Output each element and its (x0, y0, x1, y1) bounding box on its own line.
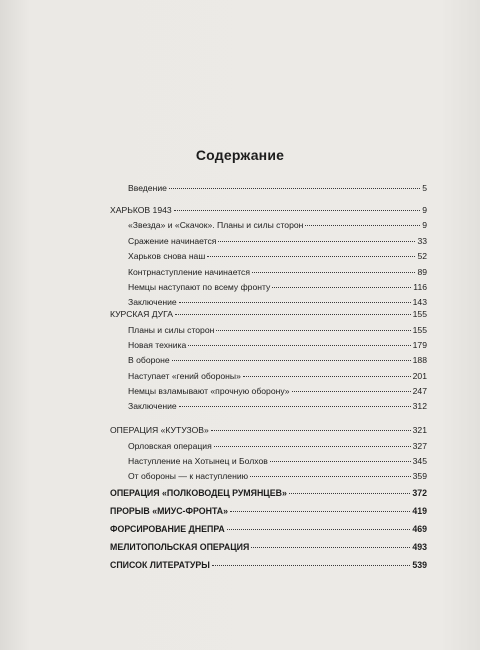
toc-entry-label: Наступает «гений обороны» (128, 371, 241, 381)
toc-entry (110, 524, 427, 535)
toc-entry (128, 456, 427, 467)
toc-entry-label: Новая техника (128, 340, 187, 350)
dot-leader (289, 493, 410, 494)
toc-entry-page-number: 321 (412, 425, 427, 435)
toc-entry (110, 560, 427, 571)
toc-entry-page-number: 188 (412, 355, 427, 365)
toc-entry-label: ОПЕРАЦИЯ «КУТУЗОВ» (110, 425, 209, 435)
dot-leader (207, 256, 415, 257)
toc-entry-label: ПРОРЫВ «МИУС-ФРОНТА» (110, 506, 229, 516)
toc-entry-label: КУРСКАЯ ДУГА (110, 309, 173, 319)
dot-leader (218, 241, 415, 242)
dot-leader (216, 330, 410, 331)
toc-entry (128, 441, 427, 452)
toc-entry-page-number: 359 (412, 471, 427, 481)
toc-entry-label: В обороне (128, 355, 170, 365)
toc-entry-label: Немцы взламывают «прочную оборону» (128, 386, 290, 396)
dot-leader (211, 430, 411, 431)
toc-entry-page-number: 247 (412, 386, 427, 396)
dot-leader (252, 272, 415, 273)
toc-entry (110, 309, 427, 320)
toc-entry-label: ОПЕРАЦИЯ «ПОЛКОВОДЕЦ РУМЯНЦЕВ» (110, 488, 287, 498)
dot-leader (214, 446, 411, 447)
toc-entry-label: «Звезда» и «Скачок». Планы и силы сторон (128, 220, 304, 230)
toc-entry-label: Наступление на Хотынец и Болхов (128, 456, 268, 466)
toc-entry-page-number: 5 (422, 183, 427, 193)
toc-entry-page-number: 9 (422, 220, 427, 230)
dot-leader (172, 360, 411, 361)
toc-entry-label: От обороны — к наступлению (128, 471, 249, 481)
dot-leader (174, 210, 421, 211)
dot-leader (212, 565, 410, 566)
toc-entry (110, 542, 427, 553)
dot-leader (179, 406, 411, 407)
toc-entry-page-number: 469 (412, 524, 427, 534)
toc-entry-page-number: 201 (412, 371, 427, 381)
toc-entry (128, 183, 427, 194)
dot-leader (250, 476, 411, 477)
dot-leader (230, 511, 410, 512)
toc-entry-page-number: 312 (412, 401, 427, 411)
toc-entry-page-number: 493 (412, 542, 427, 552)
toc-entry-page-number: 155 (412, 309, 427, 319)
toc-entry-page-number: 143 (412, 297, 427, 307)
toc-entry-label: Заключение (128, 297, 177, 307)
toc-entry-label: Орловская операция (128, 441, 212, 451)
toc-entry (128, 371, 427, 382)
dot-leader (270, 461, 411, 462)
toc-entry (128, 325, 427, 336)
toc-entry (128, 297, 427, 308)
toc-entry-label: ХАРЬКОВ 1943 (110, 205, 172, 215)
toc-entry-label: СПИСОК ЛИТЕРАТУРЫ (110, 560, 210, 570)
dot-leader (272, 287, 411, 288)
toc-entry (110, 488, 427, 499)
toc-entry (110, 506, 427, 517)
toc-entry-page-number: 52 (417, 251, 427, 261)
toc-entry (110, 425, 427, 436)
toc-entry (128, 355, 427, 366)
toc-entry (128, 282, 427, 293)
toc-entry-page-number: 9 (422, 205, 427, 215)
dot-leader (251, 547, 410, 548)
dot-leader (292, 391, 411, 392)
toc-entry (128, 236, 427, 247)
toc-entry-page-number: 155 (412, 325, 427, 335)
dot-leader (243, 376, 411, 377)
toc-entry-label: Харьков снова наш (128, 251, 206, 261)
dot-leader (175, 314, 411, 315)
toc-entry-label: Контрнаступление начинается (128, 267, 250, 277)
dot-leader (305, 225, 420, 226)
toc-entry (128, 267, 427, 278)
toc-entry-label: Немцы наступают по всему фронту (128, 282, 271, 292)
toc-entry (128, 251, 427, 262)
toc-entry-page-number: 116 (413, 282, 427, 292)
toc-entry (128, 471, 427, 482)
toc-entry-label: Заключение (128, 401, 177, 411)
toc-entry-page-number: 179 (412, 340, 427, 350)
toc-entry (128, 401, 427, 412)
dot-leader (188, 345, 410, 346)
toc-entry-page-number: 345 (412, 456, 427, 466)
toc-entry-page-number: 372 (412, 488, 427, 498)
toc-entry-label: МЕЛИТОПОЛЬСКАЯ ОПЕРАЦИЯ (110, 542, 250, 552)
toc-entry (128, 220, 427, 231)
toc-entry-page-number: 33 (417, 236, 427, 246)
dot-leader (227, 529, 411, 530)
toc-entry-label: Сражение начинается (128, 236, 217, 246)
toc-entry (128, 340, 427, 351)
toc-entry-page-number: 89 (417, 267, 427, 277)
dot-leader (169, 188, 420, 189)
toc-entry-page-number: 419 (412, 506, 427, 516)
toc-entry-label: Введение (128, 183, 167, 193)
toc-entry-page-number: 539 (412, 560, 427, 570)
toc-entry (128, 386, 427, 397)
page-title: Содержание (195, 147, 285, 163)
toc-entry-label: Планы и силы сторон (128, 325, 215, 335)
toc-entry (110, 205, 427, 216)
dot-leader (179, 302, 411, 303)
toc-entry-label: ФОРСИРОВАНИЕ ДНЕПРА (110, 524, 225, 534)
toc-entry-page-number: 327 (412, 441, 427, 451)
